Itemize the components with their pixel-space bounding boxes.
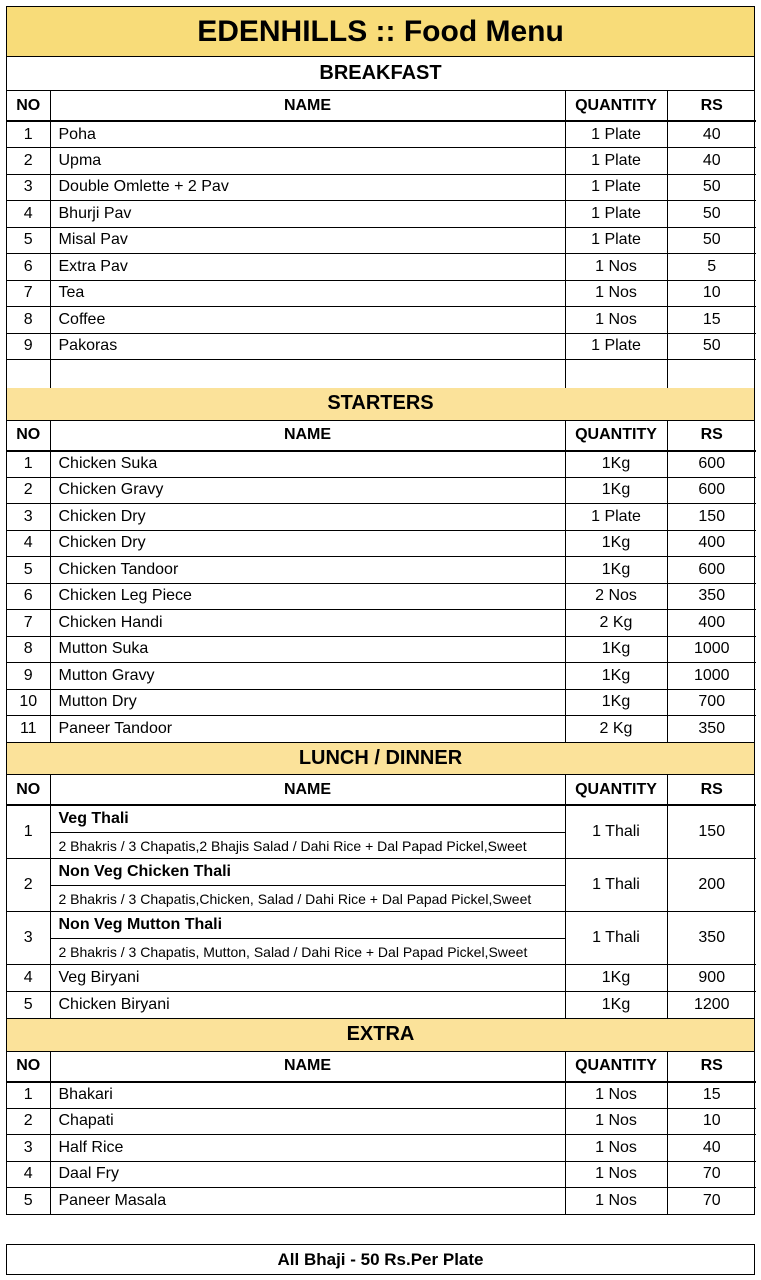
- item-quantity: 1 Nos: [565, 1161, 667, 1188]
- item-name: Pakoras: [50, 333, 565, 360]
- item-quantity: 1 Thali: [565, 805, 667, 859]
- header-no: NO: [7, 421, 50, 451]
- table-row: [7, 227, 756, 254]
- thali-description: 2 Bhakris / 3 Chapatis,2 Bhajis Salad / Dahi Rice + Dal Papad Pickel,Sweet: [58, 837, 527, 854]
- table-row: [7, 201, 756, 228]
- item-number: 5: [7, 991, 50, 1018]
- table-row: [7, 254, 756, 281]
- item-price: 50: [667, 174, 756, 201]
- item-name: Tea: [50, 280, 565, 307]
- item-price: 150: [667, 504, 756, 531]
- item-number: 2: [7, 859, 50, 912]
- table-row: [7, 121, 756, 148]
- table-row: [7, 307, 756, 334]
- item-price: 700: [667, 689, 756, 716]
- item-price: 1000: [667, 663, 756, 690]
- item-quantity: 1 Nos: [565, 1188, 667, 1215]
- thali-cell: [50, 859, 565, 912]
- item-quantity: 1 Plate: [565, 174, 667, 201]
- item-number: 3: [7, 1135, 50, 1162]
- table-row: [7, 610, 756, 637]
- item-price: 5: [667, 254, 756, 281]
- item-name: Chapati: [50, 1108, 565, 1135]
- item-price: 40: [667, 121, 756, 148]
- table-row: [7, 583, 756, 610]
- table-row: [7, 477, 756, 504]
- extra-table: [7, 1052, 756, 1215]
- table-row: [7, 965, 756, 992]
- table-row: [7, 663, 756, 690]
- item-number: 8: [7, 307, 50, 334]
- item-number: 5: [7, 557, 50, 584]
- header-rs: RS: [667, 1052, 756, 1082]
- item-number: 3: [7, 174, 50, 201]
- item-name: Bhakari: [50, 1082, 565, 1109]
- table-row: [7, 1108, 756, 1135]
- item-price: 900: [667, 965, 756, 992]
- empty-cell: [667, 360, 756, 388]
- header-row: [7, 775, 756, 805]
- starters-table: [7, 421, 756, 743]
- item-number: 4: [7, 201, 50, 228]
- item-number: 6: [7, 583, 50, 610]
- table-row: [7, 859, 756, 912]
- item-number: 1: [7, 1082, 50, 1109]
- section-title-starters: STARTERS: [7, 388, 754, 421]
- item-name: Veg Biryani: [50, 965, 565, 992]
- thali-name: Non Veg Chicken Thali: [51, 859, 565, 886]
- empty-cell: [7, 360, 50, 388]
- header-name: NAME: [50, 421, 565, 451]
- item-quantity: 1 Nos: [565, 1082, 667, 1109]
- item-quantity: 1Kg: [565, 689, 667, 716]
- empty-cell: [50, 360, 565, 388]
- table-row: [7, 280, 756, 307]
- header-name: NAME: [50, 775, 565, 805]
- item-number: 4: [7, 530, 50, 557]
- table-row: [7, 530, 756, 557]
- item-price: 40: [667, 1135, 756, 1162]
- item-number: 3: [7, 912, 50, 965]
- item-price: 50: [667, 227, 756, 254]
- item-number: 4: [7, 965, 50, 992]
- item-number: 2: [7, 148, 50, 175]
- item-name: Chicken Biryani: [50, 991, 565, 1018]
- empty-cell: [565, 360, 667, 388]
- item-price: 50: [667, 201, 756, 228]
- item-price: 10: [667, 1108, 756, 1135]
- table-row: [7, 991, 756, 1018]
- item-quantity: 1Kg: [565, 557, 667, 584]
- item-price: 350: [667, 912, 756, 965]
- table-row: [7, 912, 756, 965]
- item-quantity: 1 Plate: [565, 201, 667, 228]
- item-price: 10: [667, 280, 756, 307]
- item-name: Mutton Dry: [50, 689, 565, 716]
- item-quantity: 1Kg: [565, 477, 667, 504]
- item-name: Poha: [50, 121, 565, 148]
- item-price: 400: [667, 610, 756, 637]
- item-price: 50: [667, 333, 756, 360]
- item-quantity: 1 Nos: [565, 307, 667, 334]
- item-quantity: 1 Plate: [565, 504, 667, 531]
- item-price: 200: [667, 859, 756, 912]
- item-name: Coffee: [50, 307, 565, 334]
- item-price: 15: [667, 307, 756, 334]
- item-number: 9: [7, 333, 50, 360]
- table-row: [7, 451, 756, 478]
- section-title-breakfast: BREAKFAST: [7, 57, 754, 91]
- item-name: Chicken Handi: [50, 610, 565, 637]
- header-rs: RS: [667, 775, 756, 805]
- thali-cell: [50, 912, 565, 965]
- thali-description: 2 Bhakris / 3 Chapatis, Mutton, Salad / Dahi Rice + Dal Papad Pickel,Sweet: [58, 943, 528, 960]
- thali-name: Non Veg Mutton Thali: [51, 912, 565, 939]
- item-price: 400: [667, 530, 756, 557]
- table-row: [7, 148, 756, 175]
- item-number: 1: [7, 121, 50, 148]
- header-row: [7, 421, 756, 451]
- empty-row: [7, 360, 756, 388]
- item-quantity: 1 Nos: [565, 280, 667, 307]
- header-quantity: QUANTITY: [565, 775, 667, 805]
- item-number: 3: [7, 504, 50, 531]
- header-quantity: QUANTITY: [565, 1052, 667, 1082]
- table-row: [7, 716, 756, 743]
- item-number: 2: [7, 477, 50, 504]
- item-number: 6: [7, 254, 50, 281]
- table-row: [7, 333, 756, 360]
- item-quantity: 1 Plate: [565, 121, 667, 148]
- thali-description: 2 Bhakris / 3 Chapatis,Chicken, Salad / Dahi Rice + Dal Papad Pickel,Sweet: [58, 890, 532, 907]
- item-price: 1000: [667, 636, 756, 663]
- item-name: Chicken Dry: [50, 504, 565, 531]
- item-price: 15: [667, 1082, 756, 1109]
- item-price: 70: [667, 1188, 756, 1215]
- item-name: Daal Fry: [50, 1161, 565, 1188]
- item-name: Double Omlette + 2 Pav: [50, 174, 565, 201]
- item-number: 5: [7, 1188, 50, 1215]
- item-name: Half Rice: [50, 1135, 565, 1162]
- header-no: NO: [7, 775, 50, 805]
- item-price: 350: [667, 716, 756, 743]
- header-quantity: QUANTITY: [565, 421, 667, 451]
- header-rs: RS: [667, 421, 756, 451]
- thali-name: Veg Thali: [51, 806, 565, 833]
- header-rs: RS: [667, 91, 756, 121]
- item-quantity: 1 Nos: [565, 1135, 667, 1162]
- item-quantity: 1 Nos: [565, 254, 667, 281]
- table-row: [7, 805, 756, 859]
- item-price: 150: [667, 805, 756, 859]
- item-quantity: 2 Nos: [565, 583, 667, 610]
- table-row: [7, 1161, 756, 1188]
- food-menu: [6, 6, 755, 1215]
- item-name: Paneer Masala: [50, 1188, 565, 1215]
- item-name: Upma: [50, 148, 565, 175]
- header-no: NO: [7, 91, 50, 121]
- thali-cell: [50, 805, 565, 859]
- item-quantity: 1Kg: [565, 663, 667, 690]
- header-row: [7, 1052, 756, 1082]
- item-quantity: 1 Plate: [565, 333, 667, 360]
- item-price: 70: [667, 1161, 756, 1188]
- item-number: 9: [7, 663, 50, 690]
- header-no: NO: [7, 1052, 50, 1082]
- item-name: Chicken Gravy: [50, 477, 565, 504]
- table-row: [7, 1188, 756, 1215]
- table-row: [7, 636, 756, 663]
- item-number: 11: [7, 716, 50, 743]
- item-name: Extra Pav: [50, 254, 565, 281]
- header-row: [7, 91, 756, 121]
- header-name: NAME: [50, 91, 565, 121]
- item-quantity: 1Kg: [565, 965, 667, 992]
- item-name: Chicken Dry: [50, 530, 565, 557]
- item-name: Mutton Gravy: [50, 663, 565, 690]
- table-row: [7, 1135, 756, 1162]
- item-name: Bhurji Pav: [50, 201, 565, 228]
- table-row: [7, 174, 756, 201]
- item-quantity: 1 Nos: [565, 1108, 667, 1135]
- item-price: 1200: [667, 991, 756, 1018]
- footer-note: All Bhaji - 50 Rs.Per Plate: [6, 1244, 755, 1275]
- item-quantity: 1 Thali: [565, 912, 667, 965]
- item-number: 1: [7, 805, 50, 859]
- item-name: Chicken Leg Piece: [50, 583, 565, 610]
- item-price: 600: [667, 557, 756, 584]
- item-price: 600: [667, 477, 756, 504]
- item-quantity: 2 Kg: [565, 610, 667, 637]
- lunch-dinner-table: [7, 775, 756, 1018]
- item-number: 5: [7, 227, 50, 254]
- item-quantity: 1 Plate: [565, 148, 667, 175]
- header-name: NAME: [50, 1052, 565, 1082]
- item-number: 8: [7, 636, 50, 663]
- item-number: 7: [7, 280, 50, 307]
- item-name: Chicken Tandoor: [50, 557, 565, 584]
- item-quantity: 1Kg: [565, 636, 667, 663]
- header-quantity: QUANTITY: [565, 91, 667, 121]
- item-number: 4: [7, 1161, 50, 1188]
- item-quantity: 1Kg: [565, 991, 667, 1018]
- item-quantity: 1 Plate: [565, 227, 667, 254]
- item-number: 2: [7, 1108, 50, 1135]
- table-row: [7, 1082, 756, 1109]
- item-name: Chicken Suka: [50, 451, 565, 478]
- item-quantity: 1Kg: [565, 530, 667, 557]
- item-name: Mutton Suka: [50, 636, 565, 663]
- item-number: 7: [7, 610, 50, 637]
- item-price: 350: [667, 583, 756, 610]
- table-row: [7, 504, 756, 531]
- section-title-extra: EXTRA: [7, 1018, 754, 1052]
- table-row: [7, 689, 756, 716]
- item-name: Misal Pav: [50, 227, 565, 254]
- breakfast-table: [7, 91, 756, 388]
- section-title-lunch-dinner: LUNCH / DINNER: [7, 742, 754, 775]
- item-number: 1: [7, 451, 50, 478]
- item-name: Paneer Tandoor: [50, 716, 565, 743]
- menu-title: EDENHILLS :: Food Menu: [7, 7, 754, 57]
- item-price: 40: [667, 148, 756, 175]
- item-quantity: 2 Kg: [565, 716, 667, 743]
- item-quantity: 1 Thali: [565, 859, 667, 912]
- table-row: [7, 557, 756, 584]
- item-number: 10: [7, 689, 50, 716]
- item-price: 600: [667, 451, 756, 478]
- item-quantity: 1Kg: [565, 451, 667, 478]
